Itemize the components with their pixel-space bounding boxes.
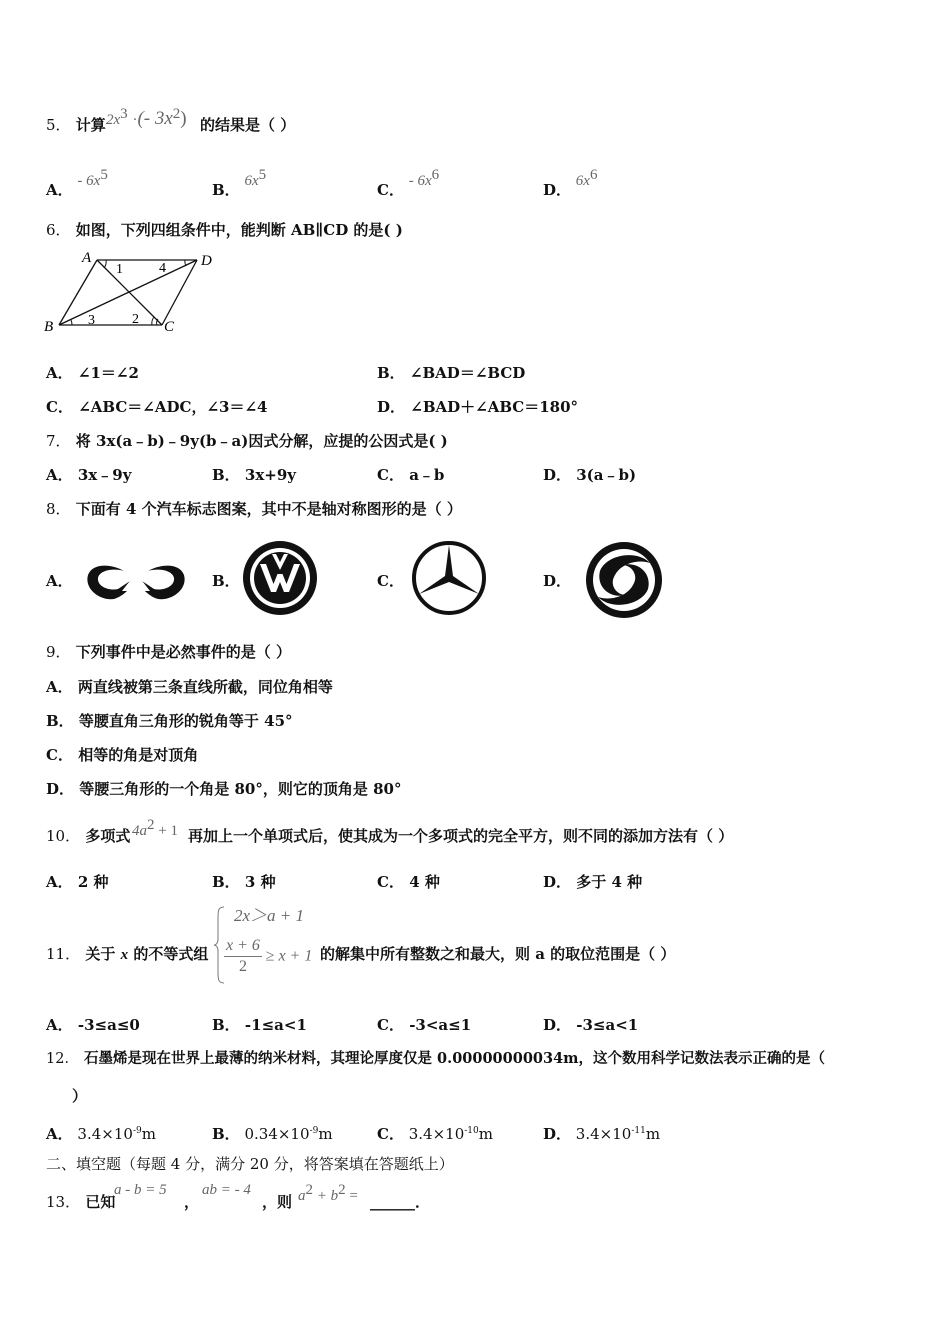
math-term: ≥ x + 1 <box>265 947 313 965</box>
mercedes-logo-icon[interactable] <box>409 540 489 616</box>
fraction-numerator: x + 6 <box>224 936 262 957</box>
option-text: 3.4×10 <box>575 1125 632 1143</box>
option-text: a﹣b <box>409 466 445 484</box>
blank-line: ______ <box>370 1193 415 1211</box>
q5-option-c[interactable] <box>377 165 440 199</box>
math-expression: a - b = 5 <box>114 1182 167 1198</box>
question-text: 将 3x(a﹣b)﹣9y(b﹣a)因式分解，应提的公因式是( ) <box>75 432 448 450</box>
math-exponent: 2 <box>147 817 155 833</box>
math-term: 6x <box>575 173 590 189</box>
punctuation: ， <box>184 1193 200 1211</box>
question-number: 12． <box>46 1051 79 1067</box>
question-number: 7． <box>46 432 71 450</box>
option-text: 3 种 <box>244 873 276 891</box>
answer-blank[interactable] <box>370 1192 430 1212</box>
q6-option-a[interactable] <box>46 363 139 383</box>
option-text: ∠BAD＋∠ABC＝180° <box>410 398 579 416</box>
math-exponent: 2 <box>305 1182 313 1198</box>
question-number: 9． <box>46 643 71 661</box>
option-label: C． <box>46 398 73 416</box>
option-label: D． <box>543 466 572 484</box>
option-text: -3≤a≤0 <box>77 1016 140 1034</box>
q6-option-d[interactable] <box>377 397 578 417</box>
option-text: 多于 4 种 <box>576 873 643 891</box>
question-text: 多项式 <box>85 827 131 845</box>
math-term: 4a <box>132 823 147 839</box>
option-label: A． <box>46 1016 73 1034</box>
math-term: - 6x <box>77 173 101 189</box>
section-title: 二、填空题（每题 4 分，满分 20 分，将答案填在答题纸上） <box>46 1155 454 1173</box>
math-exponent: 6 <box>589 167 598 183</box>
option-label: D． <box>543 1125 572 1143</box>
option-label: D． <box>543 181 572 199</box>
option-label: B． <box>212 466 240 484</box>
q7-option-c[interactable] <box>377 465 444 485</box>
infiniti-logo-icon[interactable] <box>84 551 188 607</box>
question-number: 8． <box>46 500 71 518</box>
question-text: 关于 <box>85 945 116 963</box>
math-expression <box>298 1180 358 1206</box>
option-text: 3.4×10 <box>77 1125 133 1143</box>
angle-label-4: 4 <box>159 261 166 276</box>
question-number: 6． <box>46 221 71 239</box>
math-term: 2x <box>106 112 121 128</box>
question-text: 石墨烯是现在世界上最薄的纳米材料，其理论厚度仅是 0.00000000034m，这个数用科学记数法表示正确的是（ <box>84 1050 826 1067</box>
math-exponent: 2 <box>172 106 181 122</box>
q5-option-a[interactable] <box>46 165 108 199</box>
option-text: 4 种 <box>409 873 440 891</box>
q7-option-d[interactable] <box>543 465 636 485</box>
math-exponent: -9 <box>309 1126 319 1136</box>
q9-option-a[interactable] <box>46 677 333 697</box>
option-label: D． <box>377 398 406 416</box>
option-text: 3x+9y <box>244 466 297 484</box>
option-label: B． <box>377 364 405 382</box>
vertex-label-c: C <box>164 319 175 335</box>
option-text: 0.34×10 <box>244 1125 310 1143</box>
math-term: + 1 <box>154 823 178 839</box>
q11-option-a[interactable] <box>46 1015 140 1035</box>
question-8 <box>46 499 462 519</box>
angle-label-3: 3 <box>88 313 95 328</box>
vertex-label-a: A <box>82 250 92 266</box>
question-7 <box>46 431 448 451</box>
punctuation: ． <box>415 1193 431 1211</box>
question-text-tail: ） <box>72 1087 88 1105</box>
option-unit: m <box>141 1125 156 1143</box>
question-13 <box>46 1192 115 1212</box>
question-number: 11． <box>46 945 81 963</box>
q5-option-b[interactable] <box>212 165 267 199</box>
option-label: B． <box>212 1125 240 1143</box>
q12-option-d[interactable] <box>543 1121 660 1144</box>
option-text: ∠ABC＝∠ADC，∠3＝∠4 <box>78 398 268 416</box>
parallelogram-figure <box>40 248 230 338</box>
q8-option-c-label: C． <box>377 572 404 590</box>
option-text: -3<a≤1 <box>409 1016 472 1034</box>
math-term: - 6x <box>408 173 432 189</box>
option-label: B． <box>212 181 240 199</box>
question-text: 计算 <box>75 116 106 134</box>
option-label: D． <box>46 780 75 798</box>
question-11 <box>46 944 208 965</box>
math-term: 6x <box>244 173 259 189</box>
question-text: 下面有 4 个汽车标志图案，其中不是轴对称图形的是（ ） <box>75 500 462 518</box>
option-label: B． <box>212 1016 240 1034</box>
option-text: -1≤a<1 <box>244 1016 307 1034</box>
question-number: 13． <box>46 1193 81 1211</box>
q9-option-c[interactable] <box>46 745 198 765</box>
dongfeng-logo-icon[interactable] <box>584 541 666 619</box>
math-term: + b <box>313 1188 339 1204</box>
inequality-1 <box>234 906 304 926</box>
question-number: 10． <box>46 827 81 845</box>
q6-option-b[interactable] <box>377 363 525 383</box>
question-6 <box>46 220 403 240</box>
q7-option-a[interactable] <box>46 465 131 485</box>
q11-option-b[interactable] <box>212 1015 307 1035</box>
option-text: ∠1＝∠2 <box>77 364 139 382</box>
q10-option-a[interactable] <box>46 872 109 892</box>
option-label: A． <box>46 1125 73 1143</box>
option-text: 3x﹣9y <box>77 466 132 484</box>
question-text: 如图，下列四组条件中，能判断 AB∥CD 的是( ) <box>75 221 403 239</box>
q5-option-d[interactable] <box>543 165 598 199</box>
q6-option-c[interactable] <box>46 397 267 417</box>
question-text: 下列事件中是必然事件的是（ ） <box>75 643 292 661</box>
option-label: C． <box>377 181 404 199</box>
q10-option-d[interactable] <box>543 872 642 892</box>
option-unit: m <box>645 1125 661 1143</box>
option-label: C． <box>377 466 404 484</box>
math-exponent: -9 <box>132 1126 142 1136</box>
math-paren: ) <box>180 108 187 129</box>
math-term: 2x＞a + 1 <box>234 906 305 925</box>
option-label: D． <box>543 1016 572 1034</box>
question-text: 的不等式组 <box>133 945 209 963</box>
math-exponent: 2 <box>338 1182 346 1198</box>
q7-option-b[interactable] <box>212 465 296 485</box>
option-label: B． <box>46 712 74 730</box>
volkswagen-logo-icon[interactable] <box>240 540 320 616</box>
question-12 <box>46 1049 825 1069</box>
math-variable: x <box>120 947 129 963</box>
question-text: 已知 <box>85 1193 116 1211</box>
angle-label-1: 1 <box>116 262 123 277</box>
math-exponent: 6 <box>431 167 440 183</box>
q12-option-c[interactable] <box>377 1121 493 1144</box>
option-label: C． <box>377 873 404 891</box>
q11-option-d[interactable] <box>543 1015 638 1035</box>
option-label: C． <box>377 1125 404 1143</box>
option-text: 3(a﹣b) <box>576 466 637 484</box>
option-text: -3≤a<1 <box>576 1016 639 1034</box>
fraction <box>224 936 262 977</box>
option-text: ∠BAD＝∠BCD <box>409 364 526 382</box>
math-term: = <box>345 1188 358 1204</box>
vertex-label-b: B <box>44 319 54 335</box>
q8-option-d-label: D． <box>543 572 572 590</box>
question-5 <box>46 115 106 135</box>
math-exponent: 5 <box>100 167 108 183</box>
question-number: 5． <box>46 116 71 134</box>
inequality-2 <box>224 936 312 977</box>
q9-option-b[interactable] <box>46 711 293 731</box>
fraction-denominator: 2 <box>238 958 247 975</box>
math-exponent: 5 <box>258 167 267 183</box>
q9-option-d[interactable] <box>46 779 401 799</box>
option-label: B． <box>212 873 240 891</box>
option-text: 等腰直角三角形的锐角等于 45° <box>78 712 293 730</box>
question-text-tail: 再加上一个单项式后，使其成为一个多项式的完全平方，则不同的添加方法有（ ） <box>188 827 734 845</box>
math-term: a <box>298 1188 306 1204</box>
q10-option-b[interactable] <box>212 872 276 892</box>
q11-option-c[interactable] <box>377 1015 471 1035</box>
angle-label-2: 2 <box>132 312 139 327</box>
q10-expression <box>132 815 178 841</box>
option-unit: m <box>478 1125 493 1143</box>
option-label: A． <box>46 873 73 891</box>
option-label: A． <box>46 364 73 382</box>
option-label: D． <box>543 873 572 891</box>
option-label: A． <box>46 466 73 484</box>
option-label: A． <box>46 678 73 696</box>
vertex-label-d: D <box>201 253 212 269</box>
option-label: C． <box>377 1016 404 1034</box>
q10-option-c[interactable] <box>377 872 440 892</box>
math-term: (- 3x <box>137 108 173 129</box>
question-text-tail: 的解集中所有整数之和最大，则 a 的取位范围是（ ） <box>320 945 676 963</box>
math-expression: ab = - 4 <box>202 1182 251 1198</box>
q5-expression <box>106 104 187 130</box>
question-text: ，则 <box>262 1193 293 1211</box>
q8-option-a-label: A． <box>46 572 73 590</box>
q12-option-b[interactable] <box>212 1121 333 1144</box>
question-9 <box>46 642 291 662</box>
math-exponent: -10 <box>464 1126 479 1136</box>
q8-option-b-label: B． <box>212 572 240 590</box>
math-exponent: 3 <box>120 106 128 122</box>
question-text-tail: 的结果是（ ） <box>200 116 296 134</box>
option-text: 2 种 <box>77 873 109 891</box>
q12-option-a[interactable] <box>46 1121 156 1144</box>
option-text: 相等的角是对顶角 <box>78 746 199 764</box>
option-unit: m <box>318 1125 333 1143</box>
math-dot: · <box>132 112 138 128</box>
option-text: 等腰三角形的一个角是 80°，则它的顶角是 80° <box>79 780 402 798</box>
question-10 <box>46 826 130 846</box>
option-label: A． <box>46 181 73 199</box>
math-exponent: -11 <box>631 1126 646 1136</box>
option-label: C． <box>46 746 73 764</box>
option-text: 两直线被第三条直线所截，同位角相等 <box>77 678 333 696</box>
option-text: 3.4×10 <box>408 1125 465 1143</box>
